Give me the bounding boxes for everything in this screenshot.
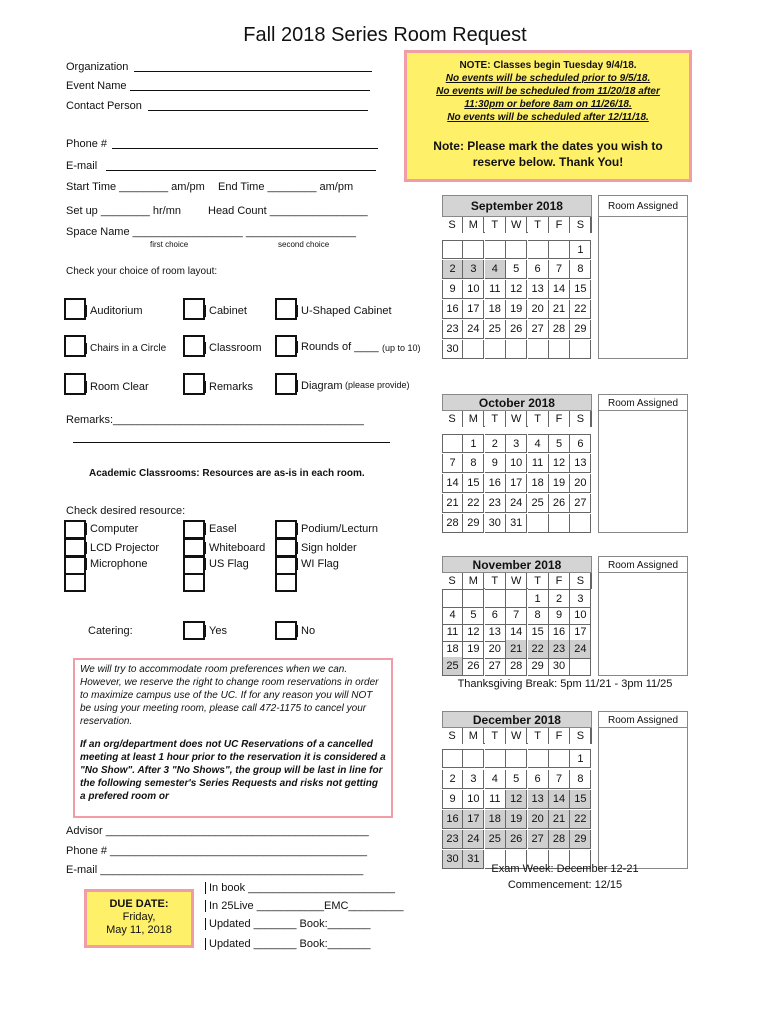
calendar-empty-cell [570, 514, 591, 533]
day-of-week-label: S [570, 573, 591, 589]
day-of-week-label: T [528, 411, 549, 427]
calendar-day[interactable]: 28 [442, 514, 463, 533]
classroom-checkbox[interactable] [183, 335, 205, 357]
rounds-label: Rounds of ____ [297, 341, 379, 353]
calendar-day[interactable]: 26 [463, 657, 484, 676]
room-assigned-label: Room Assigned [598, 711, 688, 728]
calendar-day[interactable]: 20 [485, 640, 506, 659]
calendar-day[interactable]: 18 [528, 474, 549, 493]
up-to-10-label: (up to 10) [382, 343, 421, 353]
remarks-line[interactable] [73, 442, 390, 443]
calendar-day[interactable]: 25 [485, 320, 506, 339]
calendar-day[interactable]: 4 [485, 770, 506, 789]
calendar-empty-cell [528, 749, 549, 768]
advisor-field[interactable]: Advisor ___________________________________________ [66, 825, 369, 837]
calendar-day[interactable]: 4 [485, 260, 506, 279]
calendar-day[interactable]: 15 [570, 790, 591, 809]
calendar-day[interactable]: 3 [463, 770, 484, 789]
calendar-day[interactable]: 29 [570, 830, 591, 849]
day-of-week-label: T [528, 728, 549, 744]
calendar-empty-cell [442, 240, 463, 259]
advisor-phone-field[interactable]: Phone # __________________________________________ [66, 845, 367, 857]
day-of-week-label: T [485, 573, 506, 589]
blank-resource-checkbox-2[interactable] [183, 573, 205, 592]
calendar-day[interactable]: 14 [549, 790, 570, 809]
computer-label: Computer [86, 523, 138, 535]
day-of-week-label: S [570, 411, 591, 427]
calendar-day[interactable]: 15 [570, 280, 591, 299]
calendar-day[interactable]: 22 [570, 300, 591, 319]
calendar-day[interactable]: 29 [570, 320, 591, 339]
day-of-week-label: F [549, 728, 570, 744]
event-name-label: Event Name [66, 80, 127, 92]
calendar-day[interactable]: 5 [549, 434, 570, 453]
calendar-day[interactable]: 6 [528, 770, 549, 789]
room-clear-checkbox[interactable] [64, 373, 86, 395]
day-of-week-label: S [442, 573, 463, 589]
calendar-empty-cell [528, 340, 549, 359]
calendar-empty-cell [549, 749, 570, 768]
day-of-week-label: T [485, 217, 506, 233]
in-book-field[interactable]: In book ________________________ [205, 882, 395, 894]
room-assigned-field[interactable] [598, 411, 688, 533]
calendar-day[interactable]: 9 [549, 606, 570, 625]
room-assigned-field[interactable] [598, 728, 688, 869]
calendar-day[interactable]: 16 [549, 623, 570, 642]
u-shaped-checkbox[interactable] [275, 298, 297, 320]
calendar-day[interactable]: 24 [463, 320, 484, 339]
room-assigned-label: Room Assigned [598, 195, 688, 217]
calendar-day[interactable]: 6 [528, 260, 549, 279]
calendar-day[interactable]: 26 [506, 320, 527, 339]
calendar-day[interactable]: 30 [442, 850, 463, 869]
thanksgiving-note: Thanksgiving Break: 5pm 11/21 - 3pm 11/25 [457, 678, 673, 690]
calendar-day[interactable]: 12 [506, 280, 527, 299]
calendar-empty-cell [485, 240, 506, 259]
space-name-field[interactable]: Space Name __________________ __________________ [66, 226, 356, 238]
catering-no-checkbox[interactable] [275, 621, 297, 640]
calendar-day[interactable]: 9 [485, 454, 506, 473]
calendar-day[interactable]: 23 [485, 494, 506, 513]
calendar-day[interactable]: 30 [549, 657, 570, 676]
calendar-day[interactable]: 21 [506, 640, 527, 659]
calendar-day[interactable]: 8 [570, 770, 591, 789]
calendar-day[interactable]: 24 [463, 830, 484, 849]
calendar-day[interactable]: 1 [570, 749, 591, 768]
calendar-day[interactable]: 10 [570, 606, 591, 625]
calendar-empty-cell [506, 340, 527, 359]
calendar-day[interactable]: 31 [506, 514, 527, 533]
policy-no-show: If an org/department does not UC Reservations of a cancelled meeting at least 1 hour prior to the reservation it is considered a "No Show". After 3 "No Shows", the group will be last in line for the following semester's Series Requests and risks not getting a prefered room or [80, 739, 386, 802]
day-of-week-label: T [485, 411, 506, 427]
calendar-day[interactable]: 3 [506, 434, 527, 453]
us-flag-label: US Flag [205, 558, 249, 570]
calendar-day[interactable]: 4 [442, 606, 463, 625]
calendar-day[interactable]: 21 [549, 810, 570, 829]
calendar-day[interactable]: 8 [570, 260, 591, 279]
calendar-day[interactable]: 5 [506, 770, 527, 789]
cabinet-checkbox[interactable] [183, 298, 205, 320]
calendar-day[interactable]: 17 [463, 810, 484, 829]
sign-holder-label: Sign holder [297, 542, 357, 554]
day-of-week-label: W [506, 217, 527, 233]
calendar-day[interactable]: 19 [506, 810, 527, 829]
calendar-day[interactable]: 2 [485, 434, 506, 453]
calendar-day[interactable]: 13 [570, 454, 591, 473]
calendar-day[interactable]: 8 [528, 606, 549, 625]
blank-resource-checkbox-1[interactable] [64, 573, 86, 592]
calendar-day[interactable]: 30 [485, 514, 506, 533]
calendar-empty-cell [442, 434, 463, 453]
layout-prompt: Check your choice of room layout: [66, 266, 218, 277]
calendar-day[interactable]: 29 [463, 514, 484, 533]
email-field[interactable] [106, 159, 376, 171]
calendar-day[interactable]: 28 [506, 657, 527, 676]
due-date-date: May 11, 2018 [106, 924, 172, 936]
day-of-week-label: S [442, 411, 463, 427]
calendar-day[interactable]: 5 [463, 606, 484, 625]
remarks-checkbox[interactable] [183, 373, 205, 395]
catering-label: Catering: [88, 625, 133, 637]
calendar-day[interactable]: 2 [442, 770, 463, 789]
chairs-circle-checkbox[interactable] [64, 335, 86, 357]
calendar-empty-cell [506, 240, 527, 259]
wi-flag-label: WI Flag [297, 558, 339, 570]
calendar-day[interactable]: 16 [485, 474, 506, 493]
auditorium-label: Auditorium [86, 305, 143, 317]
due-date-day: Friday, [122, 911, 156, 923]
calendar-day[interactable]: 13 [528, 790, 549, 809]
calendar-day[interactable]: 5 [506, 260, 527, 279]
second-choice-label: second choice [278, 240, 330, 249]
calendar-day[interactable]: 21 [442, 494, 463, 513]
calendar-empty-cell [528, 240, 549, 259]
day-of-week-label: W [506, 728, 527, 744]
notice-classes-begin: NOTE: Classes begin Tuesday 9/4/18. [459, 60, 637, 71]
email-label: E-mail [66, 160, 98, 172]
podium-checkbox[interactable] [275, 520, 297, 539]
academic-note: Academic Classrooms: Resources are as-is in each room. [89, 468, 365, 479]
day-of-week-label: M [463, 728, 484, 744]
updated-field-2[interactable]: Updated _______ Book:_______ [205, 938, 370, 950]
notice-line-3: No events will be scheduled from 11/20/18 after [436, 86, 660, 97]
calendar-day[interactable]: 25 [442, 657, 463, 676]
day-of-week-label: M [463, 573, 484, 589]
day-of-week-label: S [442, 728, 463, 744]
calendar-day[interactable]: 12 [463, 623, 484, 642]
calendar-day[interactable]: 12 [506, 790, 527, 809]
easel-label: Easel [205, 523, 237, 535]
blank-resource-checkbox-3[interactable] [275, 573, 297, 592]
catering-no-label: No [297, 625, 315, 637]
lcd-checkbox[interactable] [64, 538, 86, 557]
day-of-week-label: S [442, 217, 463, 233]
microphone-label: Microphone [86, 558, 147, 570]
policy-preferences: We will try to accommodate room preferences when we can. However, we reserve the right to change room reservations in order to maximize campus use of the UC. If for any reason you will NOT be using your meeting room, please call 472-1175 to cancel your reservation. [80, 664, 379, 727]
calendar-day[interactable]: 18 [442, 640, 463, 659]
calendar-empty-cell [463, 340, 484, 359]
setup-field[interactable]: Set up ________ hr/mn [66, 205, 181, 217]
calendar-day[interactable]: 2 [442, 260, 463, 279]
month-title: September 2018 [470, 199, 563, 213]
day-of-week-label: T [528, 217, 549, 233]
calendar-day[interactable]: 23 [549, 640, 570, 659]
lcd-label: LCD Projector [86, 542, 159, 554]
calendar-day[interactable]: 22 [528, 640, 549, 659]
calendar-day[interactable]: 27 [570, 494, 591, 513]
rounds-checkbox[interactable] [275, 335, 297, 357]
room-assigned-field[interactable] [598, 573, 688, 676]
calendar-day[interactable]: 2 [549, 589, 570, 608]
organization-field[interactable] [134, 60, 372, 72]
calendar-day[interactable]: 22 [463, 494, 484, 513]
computer-checkbox[interactable] [64, 520, 86, 539]
calendar-day[interactable]: 31 [463, 850, 484, 869]
exam-week-note: Exam Week: December 12-21 [491, 863, 639, 875]
notice-box [404, 50, 692, 182]
day-of-week-label: F [549, 411, 570, 427]
start-time-field[interactable]: Start Time ________ am/pm [66, 181, 205, 193]
u-shaped-label: U-Shaped Cabinet [297, 305, 392, 317]
month-title: October 2018 [478, 395, 555, 410]
calendar-empty-cell [549, 240, 570, 259]
calendar-day[interactable]: 11 [442, 623, 463, 642]
diagram-label: Diagram [297, 380, 343, 392]
day-of-week-label: S [570, 728, 591, 744]
please-provide-label: (please provide) [345, 380, 410, 390]
day-of-week-label: T [528, 573, 549, 589]
room-assigned-field[interactable] [598, 217, 688, 359]
due-date-box [84, 889, 194, 948]
calendar-empty-cell [570, 657, 591, 676]
calendar-day[interactable]: 19 [549, 474, 570, 493]
calendar-day[interactable]: 28 [549, 830, 570, 849]
sign-holder-checkbox[interactable] [275, 538, 297, 557]
calendar-day[interactable]: 24 [506, 494, 527, 513]
calendar-day[interactable]: 15 [463, 474, 484, 493]
catering-yes-label: Yes [205, 625, 227, 637]
calendar-day[interactable]: 14 [506, 623, 527, 642]
calendar-day[interactable]: 20 [570, 474, 591, 493]
notice-line-5: No events will be scheduled after 12/11/18. [447, 112, 649, 123]
room-assigned-label: Room Assigned [598, 556, 688, 573]
calendar-day[interactable]: 1 [463, 434, 484, 453]
calendar-day[interactable]: 27 [528, 320, 549, 339]
room-clear-label: Room Clear [86, 381, 149, 393]
month-title: December 2018 [472, 712, 561, 727]
notice-mark-dates: Note: Please mark the dates you wish to reserve below. Thank You! [433, 139, 663, 169]
calendar-empty-cell [549, 514, 570, 533]
calendar-empty-cell [463, 749, 484, 768]
calendar-day[interactable]: 6 [570, 434, 591, 453]
resource-prompt: Check desired resource: [66, 505, 186, 517]
calendar-day[interactable]: 17 [506, 474, 527, 493]
calendar-day[interactable]: 3 [570, 589, 591, 608]
chairs-circle-label: Chairs in a Circle [86, 343, 166, 354]
diagram-checkbox[interactable] [275, 373, 297, 395]
calendar-empty-cell [485, 749, 506, 768]
phone-label: Phone # [66, 138, 107, 150]
calendar-day[interactable]: 7 [549, 770, 570, 789]
cabinet-label: Cabinet [205, 305, 247, 317]
calendar-day[interactable]: 12 [549, 454, 570, 473]
calendar-day[interactable]: 25 [485, 830, 506, 849]
remarks-field[interactable]: Remarks:_________________________________________ [66, 414, 364, 426]
calendar-day[interactable]: 1 [528, 589, 549, 608]
calendar-day[interactable]: 8 [463, 454, 484, 473]
calendar-day[interactable]: 14 [549, 280, 570, 299]
commencement-note: Commencement: 12/15 [507, 879, 623, 891]
remarks-layout-label: Remarks [205, 381, 253, 393]
calendar-day[interactable]: 23 [442, 320, 463, 339]
calendar-day[interactable]: 16 [442, 810, 463, 829]
day-of-week-label: W [506, 573, 527, 589]
contact-person-field[interactable] [148, 99, 368, 111]
podium-label: Podium/Lecturn [297, 523, 378, 535]
calendar-day[interactable]: 25 [528, 494, 549, 513]
calendar-day[interactable]: 14 [442, 474, 463, 493]
calendar-day[interactable]: 19 [463, 640, 484, 659]
calendar-day[interactable]: 15 [528, 623, 549, 642]
calendar-day[interactable]: 17 [570, 623, 591, 642]
end-time-field[interactable]: End Time ________ am/pm [218, 181, 354, 193]
due-date-title: DUE DATE: [109, 898, 169, 910]
calendar-day[interactable]: 26 [506, 830, 527, 849]
catering-yes-checkbox[interactable] [183, 621, 205, 640]
day-of-week-label: F [549, 217, 570, 233]
notice-line-4: 11:30pm or before 8am on 11/26/18. [464, 99, 632, 110]
calendar-day[interactable]: 13 [528, 280, 549, 299]
notice-line-2: No events will be scheduled prior to 9/5/18. [445, 73, 651, 84]
calendar-day[interactable]: 19 [506, 300, 527, 319]
calendar-empty-cell [442, 749, 463, 768]
calendar-day[interactable]: 9 [442, 280, 463, 299]
calendar-day[interactable]: 29 [528, 657, 549, 676]
updated-field-1[interactable]: Updated _______ Book:_______ [205, 918, 370, 930]
calendar-day[interactable]: 11 [485, 280, 506, 299]
policy-box [73, 658, 393, 818]
calendar-day[interactable]: 20 [528, 300, 549, 319]
calendar-day[interactable]: 16 [442, 300, 463, 319]
calendar-day[interactable]: 4 [528, 434, 549, 453]
calendar-day[interactable]: 7 [442, 454, 463, 473]
calendar-day[interactable]: 6 [485, 606, 506, 625]
calendar-day[interactable]: 20 [528, 810, 549, 829]
calendar-day[interactable]: 9 [442, 790, 463, 809]
calendar-day[interactable]: 17 [463, 300, 484, 319]
calendar-day[interactable]: 10 [463, 790, 484, 809]
day-of-week-label: M [463, 217, 484, 233]
calendar-day[interactable]: 1 [570, 240, 591, 259]
calendar-day[interactable]: 13 [485, 623, 506, 642]
day-of-week-label: M [463, 411, 484, 427]
phone-field[interactable] [112, 137, 378, 149]
room-assigned-label: Room Assigned [598, 394, 688, 411]
calendar-empty-cell [528, 514, 549, 533]
easel-checkbox[interactable] [183, 520, 205, 539]
calendar-empty-cell [570, 340, 591, 359]
calendar-day[interactable]: 27 [485, 657, 506, 676]
organization-label: Organization [66, 61, 129, 73]
calendar-empty-cell [485, 340, 506, 359]
day-of-week-label: T [485, 728, 506, 744]
whiteboard-label: Whiteboard [205, 542, 265, 554]
calendar-day[interactable]: 22 [570, 810, 591, 829]
calendar-empty-cell [463, 240, 484, 259]
auditorium-checkbox[interactable] [64, 298, 86, 320]
calendar-day[interactable]: 26 [549, 494, 570, 513]
event-name-field[interactable] [130, 79, 370, 91]
head-count-field[interactable]: Head Count ________________ [208, 205, 368, 217]
calendar-day[interactable]: 10 [463, 280, 484, 299]
page-title: Fall 2018 Series Room Request [243, 24, 527, 46]
calendar-day[interactable]: 30 [442, 340, 463, 359]
calendar-day[interactable]: 27 [528, 830, 549, 849]
calendar-day[interactable]: 21 [549, 300, 570, 319]
calendar-day[interactable]: 28 [549, 320, 570, 339]
calendar-day[interactable]: 3 [463, 260, 484, 279]
calendar-empty-cell [506, 749, 527, 768]
calendar-empty-cell [549, 340, 570, 359]
calendar-day[interactable]: 18 [485, 810, 506, 829]
classroom-label: Classroom [205, 342, 262, 354]
advisor-email-field[interactable]: E-mail ___________________________________________ [66, 864, 364, 876]
day-of-week-label: S [570, 217, 591, 233]
calendar-day[interactable]: 11 [528, 454, 549, 473]
first-choice-label: first choice [150, 240, 189, 249]
calendar-day[interactable]: 18 [485, 300, 506, 319]
calendar-day[interactable]: 23 [442, 830, 463, 849]
calendar-day[interactable]: 10 [506, 454, 527, 473]
in-25live-field[interactable]: In 25Live ___________EMC_________ [205, 900, 404, 912]
calendar-day[interactable]: 24 [570, 640, 591, 659]
day-of-week-label: W [506, 411, 527, 427]
month-title: November 2018 [472, 557, 562, 572]
calendar-day[interactable]: 7 [506, 606, 527, 625]
day-of-week-label: F [549, 573, 570, 589]
whiteboard-checkbox[interactable] [183, 538, 205, 557]
contact-person-label: Contact Person [66, 100, 142, 112]
calendar-day[interactable]: 7 [549, 260, 570, 279]
calendar-day[interactable]: 11 [485, 790, 506, 809]
